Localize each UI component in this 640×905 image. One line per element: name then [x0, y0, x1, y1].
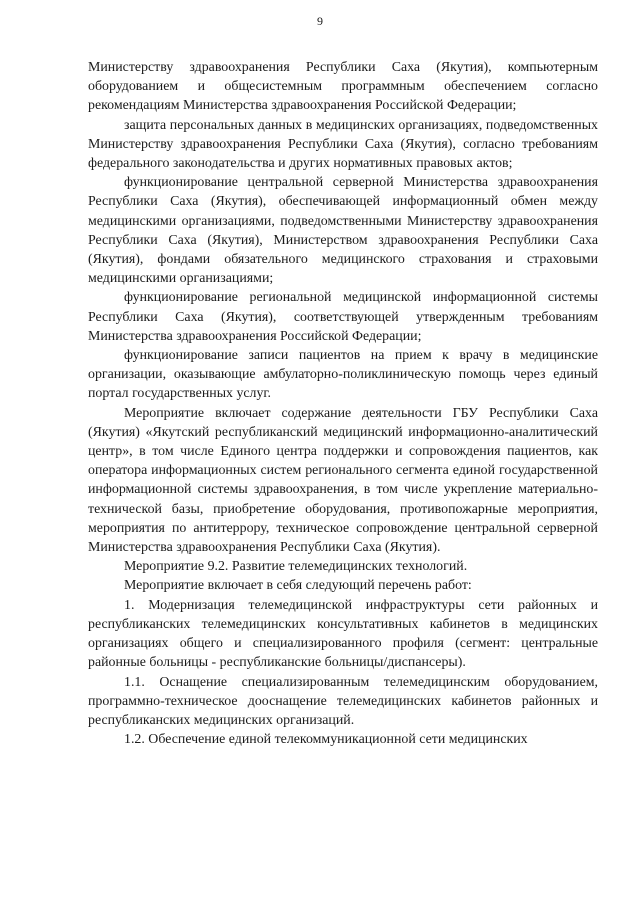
paragraph-measure-9-2-heading: Мероприятие 9.2. Развитие телемедицинских технологий. — [124, 559, 468, 575]
paragraph-item-1: 1. Модернизация телемедицинской инфраструктуры сети районных и республиканских телемедицинских консультативных кабинетов в медицинских организациях общего и специализированного профиля (сегмент: центральные районные больницы - республиканские больницы/диспансеры). — [88, 597, 598, 671]
paragraph-continuation: Министерству здравоохранения Республики Саха (Якутия), компьютерным оборудованием и общесистемным программным обеспечением согласно рекомендациям Министерства здравоохранения Российской Федерации; — [88, 60, 598, 114]
page-number: 9 — [317, 14, 323, 28]
document-body — [88, 58, 598, 749]
paragraph-regional-mis: функционирование региональной медицинской информационной системы Республики Саха (Якутия), соответствующей утвержденным требованиям Министерства здравоохранения Российской Федерации; — [88, 290, 598, 344]
paragraph-appointment-portal: функционирование записи пациентов на прием к врачу в медицинские организации, оказывающие амбулаторно-поликлиническую помощь через единый портал государственных услуг. — [88, 348, 598, 402]
paragraph-works-list-intro: Мероприятие включает в себя следующий перечень работ: — [124, 578, 472, 594]
paragraph-item-1-1: 1.1. Оснащение специализированным телемедицинским оборудованием, программно-техническое дооснащение телемедицинских кабинетов районных и республиканских медицинских организаций. — [88, 674, 598, 728]
paragraph-central-server: функционирование центральной серверной Министерства здравоохранения Республики Саха (Якутия), обеспечивающей информационный обмен между медицинскими организациями, подведомственными Министерству здравоохранения Республики Саха (Якутия), Министерством здравоохранения Республики Саха (Якутия), фондами обязательного медицинского страхования и страховыми медицинскими организациями; — [88, 175, 598, 287]
paragraph-gbu-content: Мероприятие включает содержание деятельности ГБУ Республики Саха (Якутия) «Якутский республиканский медицинский информационно-аналитический центр», в том числе Единого центра поддержки и сопровождения пациентов, как оператора информационных систем регионального сегмента единой государственной информационной системы здравоохранения, в том числе укрепление материально-технической базы, приобретение оборудования, противопожарные мероприятия, мероприятия по антитеррору, техническое сопровождение центральной серверной Министерства здравоохранения Республики Саха (Якутия). — [88, 405, 598, 556]
paragraph-item-1-2: 1.2. Обеспечение единой телекоммуникационной сети медицинских — [124, 732, 528, 748]
paragraph-data-protection: защита персональных данных в медицинских организациях, подведомственных Министерству здравоохранения Республики Саха (Якутия), согласно требованиям федерального законодательства и других нормативных правовых актов; — [88, 117, 598, 172]
